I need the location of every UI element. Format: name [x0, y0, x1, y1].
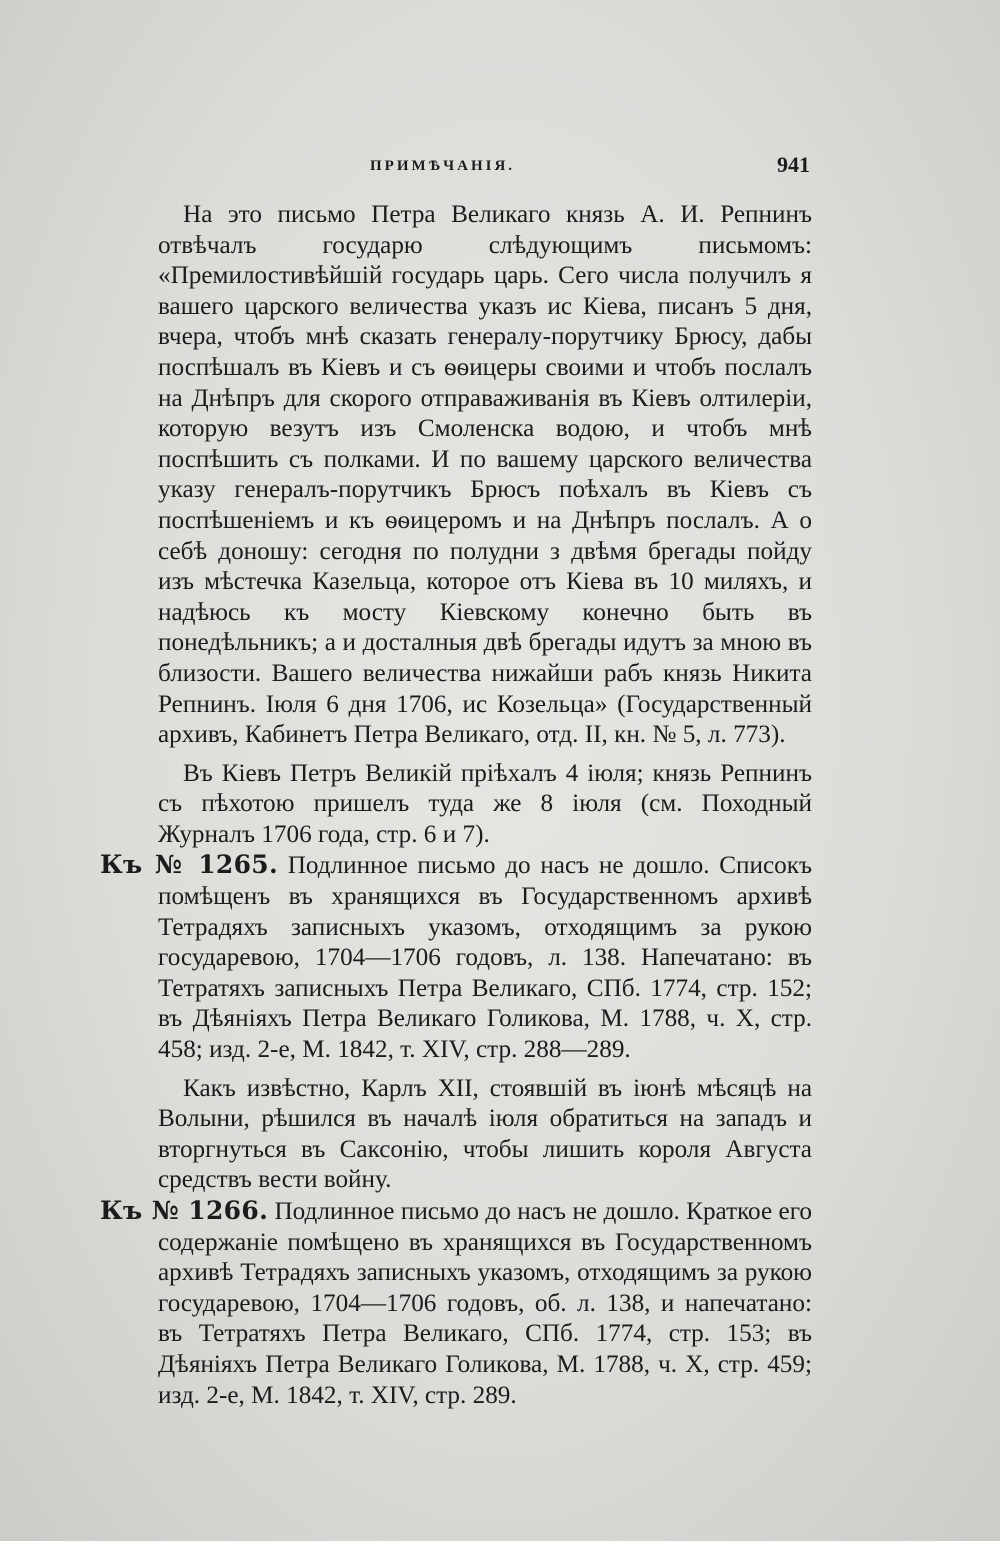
note-text: Подлинное письмо до насъ не дошло. Списокъ помѣщенъ въ хранящихся въ Государственномъ архивѣ Тетрадяхъ записныхъ указомъ, отходящимъ за рукою государевою, 1704—1706 годовъ, л. 138. Напечатано: въ Тетратяхъ записныхъ Петра Великаго, СПб. 1774, стр. 152; въ Дѣяніяхъ Петра Великаго Голикова, М. 1788, ч. X, стр. 458; изд. 2-е, М. 1842, т. XIV, стр. 288—289.	[158, 852, 812, 1064]
paragraph-repnin-letter	[100, 200, 812, 751]
note-text: Подлинное письмо до насъ не дошло. Краткое его содержаніе помѣщено въ хранящихся въ Государственномъ архивѣ Тетрадяхъ записныхъ указомъ, отходящимъ за рукою государевою, 1704—1706 годовъ, об. л. 138, и напечатано: въ Тетратяхъ Петра Великаго, СПб. 1774, стр. 153; въ Дѣяніяхъ Петра Великаго Голикова, М. 1788, ч. X, стр. 459; изд. 2-е, М. 1842, т. XIV, стр. 289.	[158, 1198, 812, 1409]
note-reference: Къ № 1266.	[100, 1196, 269, 1225]
paragraph-arrival-kiev	[100, 759, 812, 851]
running-title: ПРИМѢЧАНІЯ.	[370, 158, 516, 174]
note-1265	[100, 850, 812, 1065]
paragraph-text: Какъ извѣстно, Карлъ XII, стоявшій въ іюнѣ мѣсяцѣ на Волыни, рѣшился въ началѣ іюля обратиться на западъ и вторгнуться въ Саксонію, чтобы лишить короля Августа средствъ вести войну.	[158, 1074, 812, 1194]
note-reference: Къ № 1265.	[100, 850, 278, 880]
paragraph-text: На это письмо Петра Великаго князь А. И. Репнинъ отвѣчалъ государю слѣдующимъ письмомъ: «Премилостивѣйшій государь царь. Сего числа получилъ я вашего царского величества указъ ис Кіева, писанъ 5 дня, вчера, чтобъ мнѣ сказать генералу-порутчику Брюсу, дабы поспѣшалъ въ Кіевъ и съ ѳѳицеры своими и чтобъ послалъ на Днѣпръ для скорого отправаживанія въ Кіевъ олтилеріи, которую везутъ изъ Смоленска водою, и чтобъ мнѣ поспѣшить съ полками. И по вашему царского величества указу генералъ-порутчикъ Брюсъ поѣхалъ въ Кіевъ съ поспѣшеніемъ и къ ѳѳицеромъ и на Днѣпръ послалъ. А о себѣ доношу: сегодня по полудни з двѣмя брегады пойду изъ мѣстечка Казельца, которое отъ Кіева въ 10 миляхъ, и надѣюсь къ мосту Кіевскому конечно быть въ понедѣльникъ; а и досталныя двѣ брегады идутъ за мною въ близости. Вашего величества нижайши рабъ князь Никита Репнинъ. Іюля 6 дня 1706, ис Козельца» (Государственный архивъ, Кабинетъ Петра Великаго, отд. II, кн. № 5, л. 773).	[158, 201, 812, 749]
page-number: 941	[777, 152, 810, 177]
running-head	[370, 152, 810, 182]
paragraph-text: Въ Кіевъ Петръ Великій пріѣхалъ 4 іюля; князь Репнинъ съ пѣхотою пришелъ туда же 8 іюля (см. Походный Журналъ 1706 года, стр. 6 и 7).	[158, 759, 812, 848]
note-1266	[100, 1196, 812, 1411]
paragraph-charles-xii	[100, 1074, 812, 1196]
main-text	[100, 200, 812, 1411]
